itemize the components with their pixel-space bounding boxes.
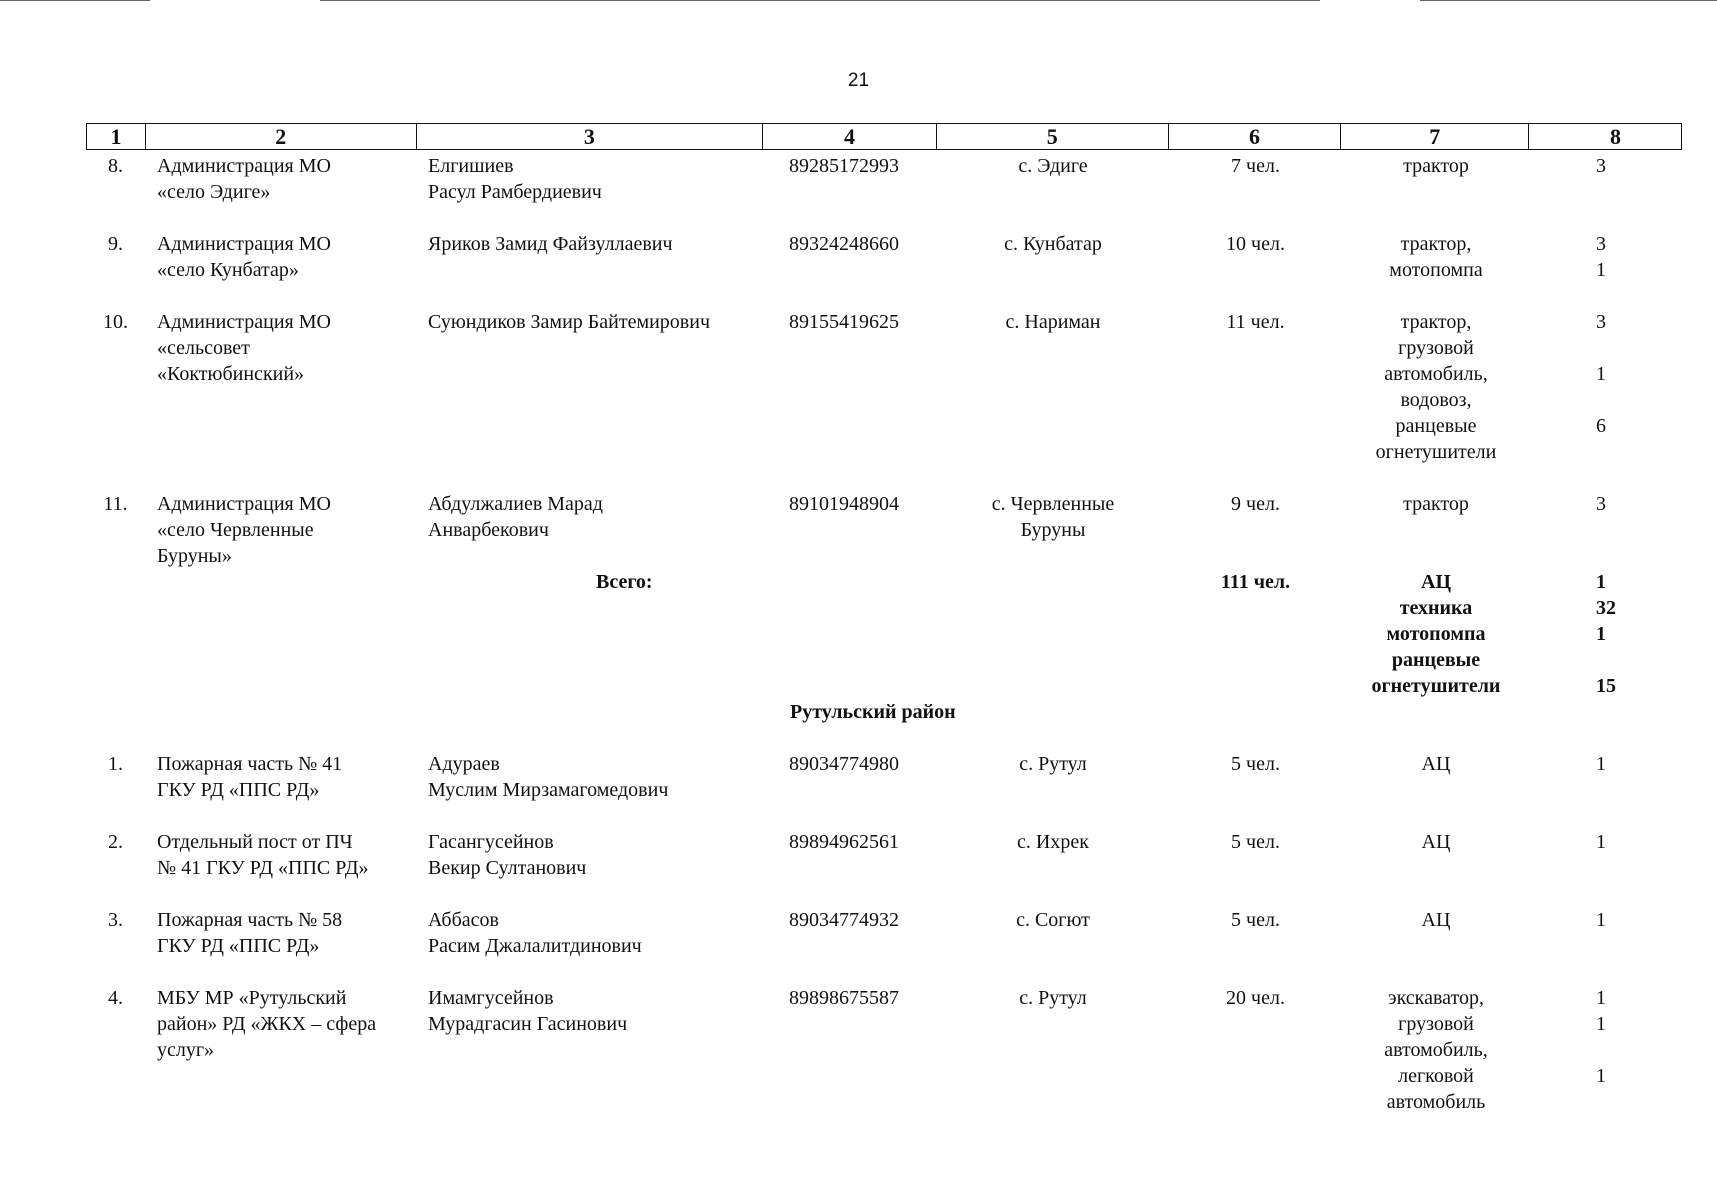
location-line: с. Рутул [1019, 987, 1087, 1009]
phone-number [763, 985, 937, 1115]
phone-number [763, 829, 937, 881]
equipment-count-line [1596, 1089, 1682, 1115]
responsible-person-line: Имамгусейнов [428, 987, 554, 1009]
total-equipment-line: ранцевые [1391, 649, 1481, 671]
responsible-person [416, 751, 763, 803]
phone-number-line: 89285172993 [789, 155, 899, 177]
personnel-count-line: 10 чел. [1226, 233, 1285, 255]
equipment-list-line: мотопомпа [1389, 259, 1483, 281]
personnel-count-line: 5 чел. [1231, 831, 1280, 853]
total-equipment [1342, 569, 1530, 699]
header-cell: 6 [1169, 124, 1342, 149]
row-number-line: 4. [108, 987, 123, 1009]
equipment-count-line [1596, 387, 1682, 413]
organization-line: услуг» [157, 1039, 215, 1061]
location [937, 985, 1169, 1115]
personnel-count-line: 5 чел. [1231, 909, 1280, 931]
organization-line: ГКУ РД «ППС РД» [157, 779, 320, 801]
organization [145, 751, 416, 803]
organization [145, 491, 416, 569]
location [937, 829, 1169, 881]
phone-number-line: 89034774980 [789, 753, 899, 775]
equipment-count-line [1596, 335, 1682, 361]
equipment-count-line: 1 [1596, 987, 1606, 1009]
phone-number [763, 751, 937, 803]
equipment-list [1342, 309, 1530, 465]
equipment-count-line: 3 [1596, 311, 1606, 333]
phone-number [763, 153, 937, 205]
equipment-count-line [1596, 1037, 1682, 1063]
row-number-line: 8. [108, 155, 123, 177]
responsible-person [416, 309, 763, 465]
phone-number [763, 231, 937, 283]
responsible-person-line: Адураев [428, 753, 500, 775]
location-line: с. Нариман [1005, 311, 1101, 333]
header-cell: 4 [763, 124, 937, 149]
total-equipment-line: техника [1399, 597, 1473, 619]
responsible-person-line: Векир Султанович [428, 857, 587, 879]
equipment-count [1530, 153, 1682, 205]
responsible-person [416, 491, 763, 569]
responsible-person-line: Муслим Мирзамагомедович [428, 779, 669, 801]
organization-line: «село Червленные [157, 519, 314, 541]
location-line: с. Червленные [991, 493, 1115, 515]
total-equipment-line: АЦ [1421, 571, 1451, 593]
header-cell: 7 [1341, 124, 1529, 149]
total-row [86, 569, 1682, 699]
location [937, 751, 1169, 803]
equipment-list [1342, 153, 1530, 205]
equipment-list [1342, 231, 1530, 283]
responsible-person-line: Анварбекович [428, 519, 549, 541]
responsible-person-line: Расул Рамбердиевич [428, 181, 602, 203]
equipment-count [1530, 907, 1682, 959]
page-number: 21 [847, 70, 870, 91]
responsible-person-line: Елгишиев [428, 155, 514, 177]
top-edge-line-right [1420, 0, 1717, 1]
location-line: с. Согют [1016, 909, 1090, 931]
personnel-count-line: 5 чел. [1231, 753, 1280, 775]
total-label: Всего: [596, 571, 653, 593]
total-counts-line [1596, 647, 1682, 673]
organization [145, 907, 416, 959]
organization-line: район» РД «ЖКХ – сфера [157, 1013, 377, 1035]
table-body [86, 153, 1682, 1115]
table-row [86, 231, 1682, 283]
total-personnel-line: 111 чел. [1220, 571, 1291, 593]
location-line: с. Эдиге [1018, 155, 1088, 177]
personnel-count-line: 11 чел. [1226, 311, 1285, 333]
phone-number-line: 89898675587 [789, 987, 899, 1009]
responsible-person-line: Аббасов [428, 909, 499, 931]
personnel-count [1169, 751, 1342, 803]
row-number [86, 491, 145, 569]
equipment-list [1342, 751, 1530, 803]
equipment-list [1342, 491, 1530, 569]
equipment-list [1342, 907, 1530, 959]
equipment-list-line: грузовой [1398, 337, 1474, 359]
equipment-list-line: АЦ [1421, 831, 1451, 853]
equipment-list-line: автомобиль, [1384, 1039, 1488, 1061]
header-cell: 3 [417, 124, 764, 149]
personnel-count-line: 20 чел. [1226, 987, 1285, 1009]
phone-number [763, 309, 937, 465]
row-number-line: 10. [103, 311, 128, 333]
table-row [86, 309, 1682, 465]
responsible-person-line: Абдулжалиев Марад [428, 493, 603, 515]
total-counts-line: 1 [1596, 571, 1606, 593]
responsible-person-line: Гасангусейнов [428, 831, 554, 853]
organization-line: ГКУ РД «ППС РД» [157, 935, 320, 957]
equipment-count-line: 1 [1596, 259, 1606, 281]
organization [145, 829, 416, 881]
total-personnel [1169, 569, 1342, 699]
total-counts-line: 15 [1596, 675, 1616, 697]
equipment-count-line: 3 [1596, 233, 1606, 255]
equipment-count-line: 1 [1596, 753, 1606, 775]
equipment-count-line: 6 [1596, 415, 1606, 437]
table-row [86, 907, 1682, 959]
organization-line: МБУ МР «Рутульский [157, 987, 347, 1009]
top-edge-line-center [320, 0, 1320, 1]
personnel-count [1169, 491, 1342, 569]
personnel-count [1169, 231, 1342, 283]
header-cell: 1 [87, 124, 146, 149]
personnel-count [1169, 309, 1342, 465]
row-number [86, 231, 145, 283]
organization [145, 153, 416, 205]
phone-number [763, 907, 937, 959]
total-counts [1530, 569, 1682, 699]
equipment-list-line: автомобиль, [1384, 363, 1488, 385]
phone-number-line: 89324248660 [789, 233, 899, 255]
location [937, 491, 1169, 569]
table-row [86, 491, 1682, 569]
equipment-list-line: грузовой [1398, 1013, 1474, 1035]
phone-number-line: 89101948904 [789, 493, 899, 515]
phone-number-line: 89894962561 [789, 831, 899, 853]
row-number [86, 751, 145, 803]
personnel-count [1169, 153, 1342, 205]
responsible-person [416, 153, 763, 205]
responsible-person [416, 985, 763, 1115]
organization-line: «село Кунбатар» [157, 259, 299, 281]
equipment-list-line: легковой [1398, 1065, 1474, 1087]
equipment-count [1530, 985, 1682, 1115]
organization-line: «село Эдиге» [157, 181, 271, 203]
phone-number-line: 89155419625 [789, 311, 899, 333]
location-line: с. Кунбатар [1004, 233, 1102, 255]
equipment-list-line: трактор [1403, 493, 1469, 515]
organization-line: Администрация МО [157, 155, 331, 177]
equipment-count-line: 1 [1596, 1065, 1606, 1087]
equipment-list-line: автомобиль [1386, 1091, 1486, 1113]
location [937, 231, 1169, 283]
organization-line: Отдельный пост от ПЧ [157, 831, 353, 853]
organization-line: Буруны» [157, 545, 232, 567]
total-equipment-line: мотопомпа [1386, 623, 1486, 645]
header-cell: 8 [1610, 124, 1621, 149]
row-number [86, 153, 145, 205]
table-row [86, 985, 1682, 1115]
district-heading: Рутульский район [790, 701, 956, 723]
total-counts-line: 1 [1596, 623, 1606, 645]
equipment-count-line: 1 [1596, 1013, 1606, 1035]
row-number [86, 985, 145, 1115]
equipment-list-line: трактор [1403, 155, 1469, 177]
phone-number [763, 491, 937, 569]
organization-line: Пожарная часть № 41 [157, 753, 343, 775]
row-number-line: 11. [103, 493, 128, 515]
row-number-line: 9. [108, 233, 123, 255]
row-number [86, 309, 145, 465]
equipment-count [1530, 231, 1682, 283]
row-number [86, 907, 145, 959]
equipment-list-line: трактор, [1400, 233, 1472, 255]
top-edge-line-left [0, 0, 150, 1]
equipment-count-line: 1 [1596, 363, 1606, 385]
personnel-count-line: 9 чел. [1231, 493, 1280, 515]
table-row [86, 153, 1682, 205]
equipment-count [1530, 309, 1682, 465]
responsible-person-line: Суюндиков Замир Байтемирович [428, 311, 711, 333]
table-header-row [86, 123, 1682, 150]
total-spacer [937, 569, 1169, 699]
row-number-line: 2. [108, 831, 123, 853]
responsible-person-line: Яриков Замид Файзуллаевич [428, 233, 673, 255]
personnel-count-line: 7 чел. [1231, 155, 1280, 177]
equipment-list-line: ранцевые [1395, 415, 1477, 437]
row-number-line: 1. [108, 753, 123, 775]
equipment-list-line: трактор, [1400, 311, 1472, 333]
table-row [86, 829, 1682, 881]
row-number [86, 829, 145, 881]
responsible-person [416, 907, 763, 959]
equipment-count-line: 3 [1596, 493, 1606, 515]
equipment-list-line: АЦ [1421, 909, 1451, 931]
location [937, 309, 1169, 465]
responsible-person [416, 829, 763, 881]
equipment-count-line [1596, 439, 1682, 465]
header-cell: 5 [937, 124, 1169, 149]
equipment-list-line: экскаватор, [1388, 987, 1484, 1009]
phone-number-line: 89034774932 [789, 909, 899, 931]
personnel-count [1169, 985, 1342, 1115]
organization-line: «Коктюбинский» [157, 363, 305, 385]
equipment-count [1530, 829, 1682, 881]
organization-line: Администрация МО [157, 233, 331, 255]
equipment-list-line: огнетушители [1375, 441, 1497, 463]
location-line: с. Ихрек [1017, 831, 1089, 853]
row-number-line: 3. [108, 909, 123, 931]
organization-line: Пожарная часть № 58 [157, 909, 343, 931]
location [937, 907, 1169, 959]
equipment-list-line: АЦ [1421, 753, 1451, 775]
organization [145, 309, 416, 465]
organization-line: № 41 ГКУ РД «ППС РД» [157, 857, 369, 879]
table-row [86, 751, 1682, 803]
responsible-person [416, 231, 763, 283]
equipment-count [1530, 491, 1682, 569]
equipment-count-line: 1 [1596, 831, 1606, 853]
equipment-list [1342, 985, 1530, 1115]
equipment-list-line: водовоз, [1400, 389, 1472, 411]
responsible-person-line: Мурадгасин Гасинович [428, 1013, 628, 1035]
equipment-count-line: 3 [1596, 155, 1606, 177]
responsible-person-line: Расим Джалалитдинович [428, 935, 642, 957]
total-equipment-line: огнетушители [1371, 675, 1501, 697]
location-line: с. Рутул [1019, 753, 1087, 775]
organization-line: Администрация МО [157, 311, 331, 333]
organization [145, 985, 416, 1115]
equipment-count [1530, 751, 1682, 803]
location-line: Буруны [1020, 519, 1086, 541]
equipment-count-line: 1 [1596, 909, 1606, 931]
organization-line: Администрация МО [157, 493, 331, 515]
total-counts-line: 32 [1596, 597, 1616, 619]
organization [145, 231, 416, 283]
personnel-count [1169, 829, 1342, 881]
header-cell: 2 [146, 124, 417, 149]
organization-line: «сельсовет [157, 337, 250, 359]
equipment-list [1342, 829, 1530, 881]
personnel-count [1169, 907, 1342, 959]
location [937, 153, 1169, 205]
